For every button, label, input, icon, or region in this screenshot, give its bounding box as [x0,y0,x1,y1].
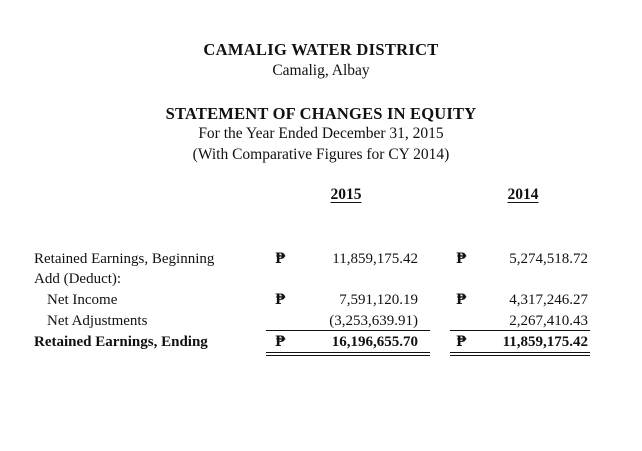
subtotal-rule-2015 [266,330,430,331]
amount-2015-net-income: 7,591,120.19 [339,292,418,308]
peso-sign-icon: ₱ [456,251,467,267]
amount-2014-net-adjustments: 2,267,410.43 [509,313,588,329]
peso-sign-icon: ₱ [456,292,467,308]
org-name: CAMALIG WATER DISTRICT [203,40,439,59]
peso-sign-icon: ₱ [456,334,467,350]
total-double-rule-2015 [266,355,430,356]
total-double-rule-2014 [450,355,590,356]
amount-2015-net-adjustments: (3,253,639.91) [329,313,418,329]
column-header-2014: 2014 [507,186,539,203]
amount-2015-retained-earnings-beginning: 11,859,175.42 [332,251,418,267]
row-label-add-deduct: Add (Deduct): [34,271,122,287]
row-label-net-adjustments: Net Adjustments [47,313,148,329]
statement-title: STATEMENT OF CHANGES IN EQUITY [165,104,477,123]
peso-sign-icon: ₱ [275,334,286,350]
row-label-retained-earnings-ending: Retained Earnings, Ending [34,334,208,350]
row-label-retained-earnings-beginning: Retained Earnings, Beginning [34,251,215,267]
subtotal-rule-2014 [450,330,590,331]
peso-sign-icon: ₱ [275,251,286,267]
row-label-net-income: Net Income [47,292,118,308]
statement-comparative-note: (With Comparative Figures for CY 2014) [192,146,450,163]
peso-sign-icon: ₱ [275,292,286,308]
org-location: Camalig, Albay [272,62,370,79]
amount-2014-retained-earnings-ending: 11,859,175.42 [502,334,588,350]
amount-2014-retained-earnings-beginning: 5,274,518.72 [509,251,588,267]
amount-2015-retained-earnings-ending: 16,196,655.70 [331,334,418,350]
column-header-2015: 2015 [330,186,362,203]
amount-2014-net-income: 4,317,246.27 [509,292,588,308]
statement-period: For the Year Ended December 31, 2015 [198,125,444,142]
total-double-rule-2015 [266,352,430,353]
total-double-rule-2014 [450,352,590,353]
